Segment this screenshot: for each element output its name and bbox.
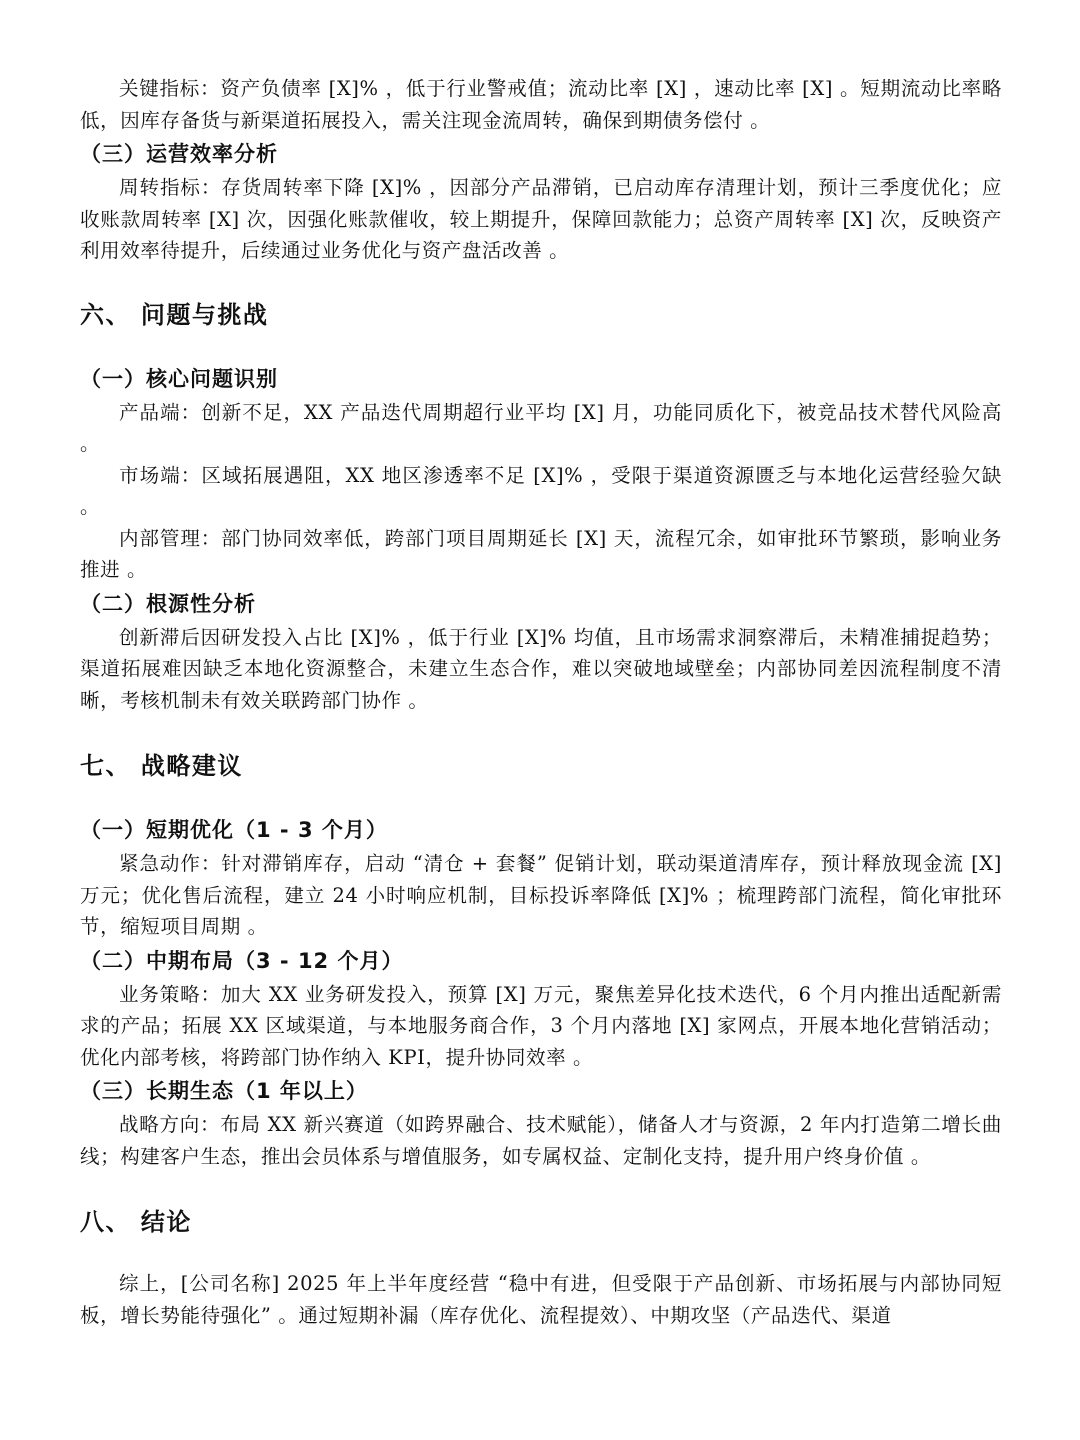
strategy-heading: 七、 战略建议 [80, 752, 243, 780]
mid-term-paragraph: 业务策略：加大 XX 业务研发投入，预算 [X] 万元，聚焦差异化技术迭代，6 个月内推出适配新需求的产品；拓展 XX 区域渠道，与本地服务商合作，3 个月内落地 [X] 家网点，开展本地化营销活动；优化内部考核，将跨部门协作纳入 KPI，提升协同效率 。 [80, 982, 1002, 1069]
mid-term-heading: （二）中期布局（3 - 12 个月） [80, 948, 404, 973]
short-term-paragraph: 紧急动作：针对滞销库存，启动 “清仓 + 套餐” 促销计划，联动渠道清库存，预计释放现金流 [X] 万元；优化售后流程，建立 24 小时响应机制，目标投诉率降低 [X]% ；梳理跨部门流程，简化审批环节，缩短项目周期 。 [80, 852, 1002, 938]
conclusion-paragraph: 综上，[公司名称] 2025 年上半年度经营 “稳中有进，但受限于产品创新、市场拓展与内部协同短板，增长势能待强化” 。通过短期补漏（库存优化、流程提效）、中期攻坚（产品迭代、渠道 [80, 1272, 1002, 1327]
root-cause-paragraph: 创新滞后因研发投入占比 [X]% ，低于行业 [X]% 均值，且市场需求洞察滞后，未精准捕捉趋势；渠道拓展难因缺乏本地化资源整合，未建立生态合作，难以突破地域壁垒；内部协同差因流程制度不清晰，考核机制未有效关联跨部门协作 。 [80, 625, 1002, 712]
market-issue-paragraph: 市场端：区域拓展遇阻，XX 地区渗透率不足 [X]% ，受限于渠道资源匮乏与本地化运营经验欠缺 。 [80, 463, 1002, 518]
long-term-paragraph: 战略方向：布局 XX 新兴赛道（如跨界融合、技术赋能），储备人才与资源，2 年内打造第二增长曲线；构建客户生态，推出会员体系与增值服务，如专属权益、定制化支持，提升用户终身价值 。 [80, 1113, 1002, 1168]
short-term-heading: （一）短期优化（1 - 3 个月） [80, 818, 388, 842]
internal-management-paragraph: 内部管理：部门协同效率低，跨部门项目周期延长 [X] 天，流程冗余，如审批环节繁琐，影响业务推进 。 [80, 526, 1002, 581]
liquidity-paragraph: 关键指标：资产负债率 [X]% ，低于行业警戒值；流动比率 [X] ，速动比率 [X] 。短期流动比率略低，因库存备货与新渠道拓展投入，需关注现金流周转，确保到期债务偿付 。 [80, 77, 1002, 132]
product-issue-paragraph: 产品端：创新不足，XX 产品迭代周期超行业平均 [X] 月，功能同质化下，被竞品技术替代风险高 。 [80, 400, 1002, 455]
operating-efficiency-heading: （三）运营效率分析 [80, 142, 278, 166]
long-term-heading: （三）长期生态（1 年以上） [80, 1079, 368, 1103]
conclusion-heading: 八、 结论 [80, 1208, 192, 1236]
root-cause-heading: （二）根源性分析 [80, 591, 256, 616]
operating-efficiency-paragraph: 周转指标：存货周转率下降 [X]% ，因部分产品滞销，已启动库存清理计划，预计三季度优化；应收账款周转率 [X] 次，因强化账款催收，较上期提升，保障回款能力；总资产周转率 [X] 次，反映资产利用效率待提升，后续通过业务优化与资产盘活改善 。 [80, 176, 1002, 262]
problems-challenges-heading: 六、 问题与挑战 [80, 300, 269, 329]
core-issues-heading: （一）核心问题识别 [80, 366, 278, 391]
